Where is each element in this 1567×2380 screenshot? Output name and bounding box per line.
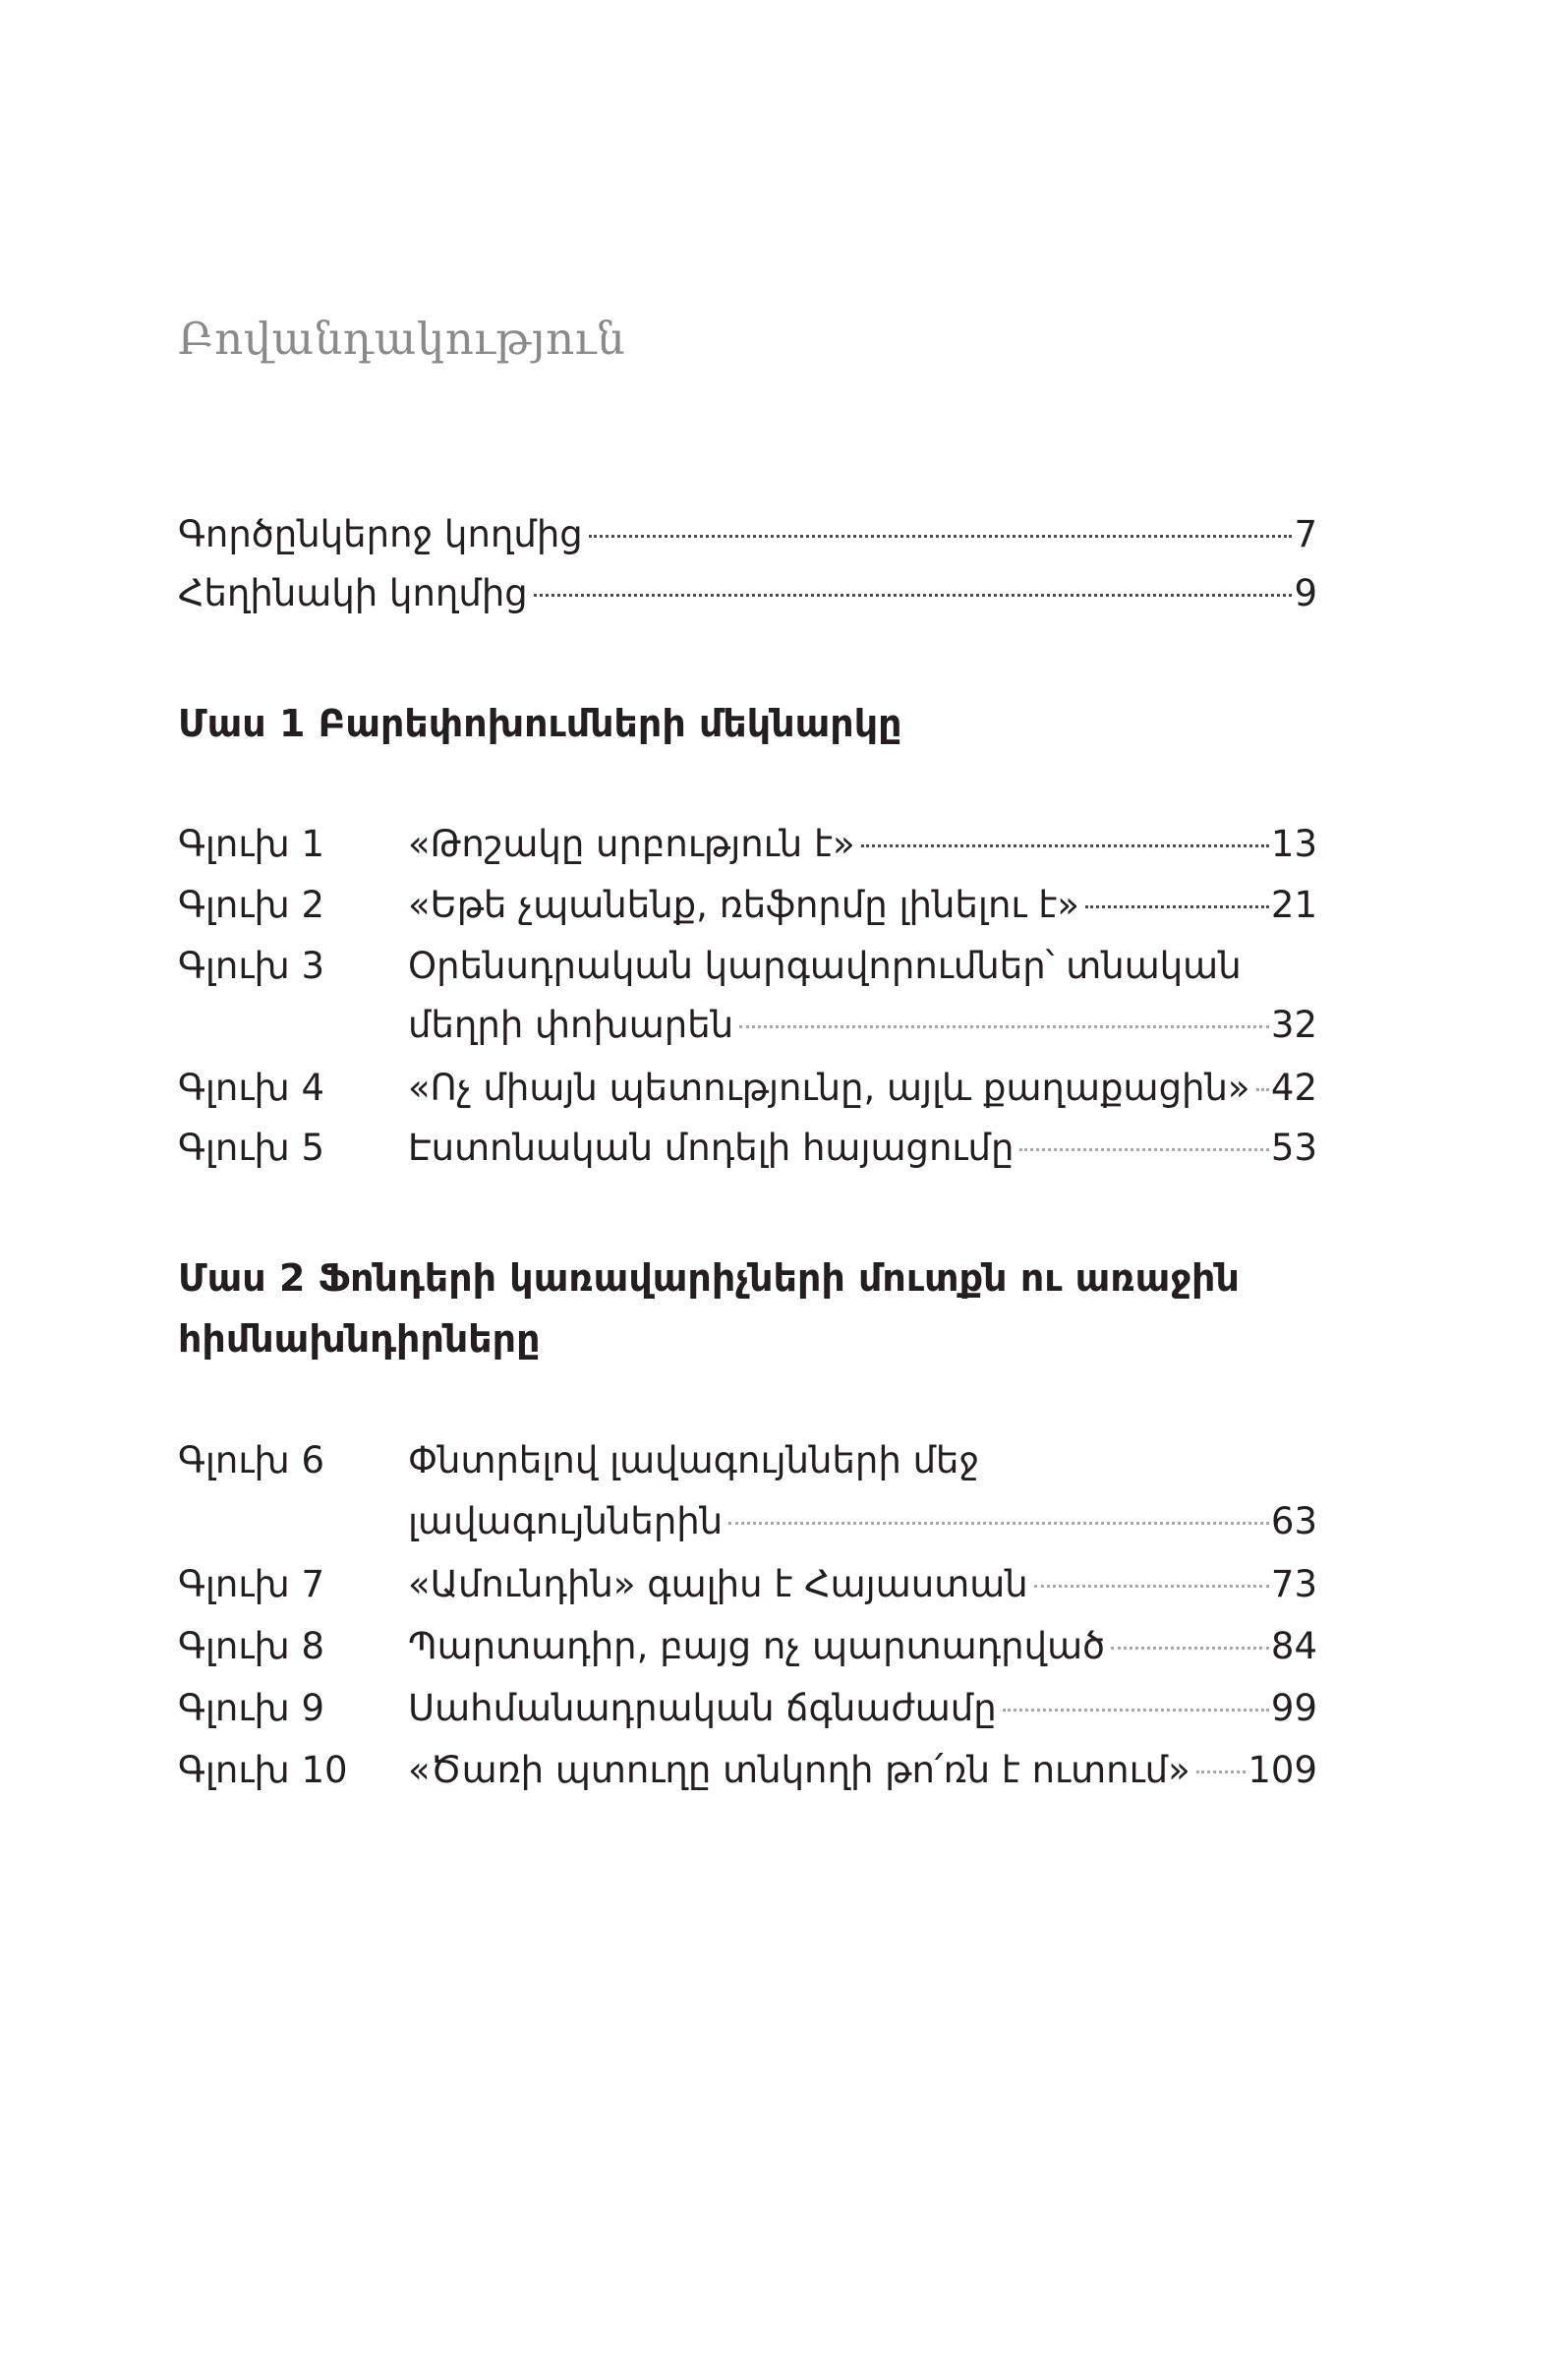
chapter-title-line2: լավագույններին [408, 1500, 724, 1542]
dot-leader [1003, 1709, 1269, 1712]
chapter-page: 13 [1270, 823, 1317, 865]
chapter-page: 109 [1248, 1749, 1317, 1791]
toc-entry-page: 9 [1294, 572, 1317, 614]
chapter-page: 32 [1270, 1004, 1317, 1046]
part-1-title: Մաս 1 Բարեփոխումների մեկնարկը [178, 702, 902, 745]
toc-entry-chapter-6[interactable] [408, 1492, 1317, 1551]
toc-entry-label: Հեղինակի կողմից [178, 572, 528, 614]
chapter-title: Պարտադիր, բայց ոչ պարտադրված [408, 1625, 1106, 1667]
toc-entry-partner-foreword[interactable] [178, 505, 1317, 564]
chapter-page: 53 [1270, 1127, 1317, 1169]
chapter-page: 21 [1270, 884, 1317, 926]
chapter-title: Սահմանադրական ճգնաժամը [408, 1687, 997, 1729]
chapter-title: Էստոնական մոդելի հայացումը [408, 1127, 1015, 1169]
chapter-6-label: Գլուխ 6 [178, 1439, 325, 1481]
dot-leader [1034, 1585, 1269, 1588]
toc-entry-chapter-7[interactable] [408, 1555, 1317, 1614]
chapter-page: 42 [1270, 1067, 1317, 1109]
chapter-title: «Ոչ միայն պետությունը, այլև քաղաքացին» [408, 1067, 1250, 1109]
chapter-page: 99 [1270, 1687, 1317, 1729]
chapter-title: «Թոշակը սրբություն է» [408, 823, 855, 865]
chapter-2-label: Գլուխ 2 [178, 884, 325, 926]
chapter-title: «Ծառի պտուղը տնկողի թո՛ռն է ուտում» [408, 1749, 1190, 1791]
dot-leader [1019, 1148, 1269, 1151]
chapter-8-label: Գլուխ 8 [178, 1625, 325, 1667]
chapter-7-label: Գլուխ 7 [178, 1563, 325, 1605]
toc-title: Բովանդակություն [178, 313, 626, 365]
dot-leader [1111, 1647, 1269, 1650]
toc-entry-label: Գործընկերոջ կողմից [178, 513, 583, 555]
toc-entry-page: 7 [1294, 513, 1317, 555]
chapter-10-label: Գլուխ 10 [178, 1749, 348, 1791]
chapter-9-label: Գլուխ 9 [178, 1687, 325, 1729]
chapter-page: 73 [1270, 1563, 1317, 1605]
chapter-4-label: Գլուխ 4 [178, 1067, 325, 1109]
part-2-title-line2: հիմնախնդիրները [178, 1317, 541, 1361]
dot-leader [1196, 1770, 1247, 1773]
chapter-title: «Եթե չպանենք, ռեֆորմը լինելու է» [408, 884, 1079, 926]
chapter-5-label: Գլուխ 5 [178, 1127, 325, 1169]
chapter-1-label: Գլուխ 1 [178, 823, 325, 865]
toc-entry-chapter-2[interactable] [408, 876, 1317, 935]
chapter-page: 63 [1270, 1500, 1317, 1542]
toc-entry-chapter-5[interactable] [408, 1119, 1317, 1178]
dot-leader [728, 1522, 1269, 1525]
dot-leader [589, 535, 1293, 538]
dot-leader [1085, 905, 1269, 908]
toc-entry-chapter-3[interactable] [408, 996, 1317, 1055]
toc-entry-chapter-9[interactable] [408, 1679, 1317, 1738]
chapter-title-line2: մեղրի փոխարեն [408, 1004, 734, 1046]
chapter-3-label: Գլուխ 3 [178, 945, 325, 987]
toc-entry-chapter-4[interactable] [408, 1059, 1317, 1118]
chapter-title: «Ամունդին» գալիս է Հայաստան [408, 1563, 1028, 1605]
dot-leader [1256, 1088, 1269, 1091]
dot-leader [861, 844, 1269, 847]
part-2-title-line1: Մաս 2 Ֆոնդերի կառավարիչների մուտքն ու առաջին [178, 1256, 1240, 1300]
chapter-6-title-line1[interactable]: Փնտրելով լավագույնների մեջ [408, 1439, 980, 1481]
chapter-page: 84 [1270, 1625, 1317, 1667]
toc-entry-chapter-10[interactable] [408, 1741, 1317, 1800]
toc-entry-author-foreword[interactable] [178, 564, 1317, 623]
chapter-3-title-line1[interactable]: Օրենսդրական կարգավորումներ՝ տնական [408, 945, 1242, 987]
dot-leader [534, 594, 1293, 597]
toc-entry-chapter-1[interactable] [408, 815, 1317, 874]
toc-entry-chapter-8[interactable] [408, 1617, 1317, 1676]
dot-leader [739, 1025, 1269, 1028]
